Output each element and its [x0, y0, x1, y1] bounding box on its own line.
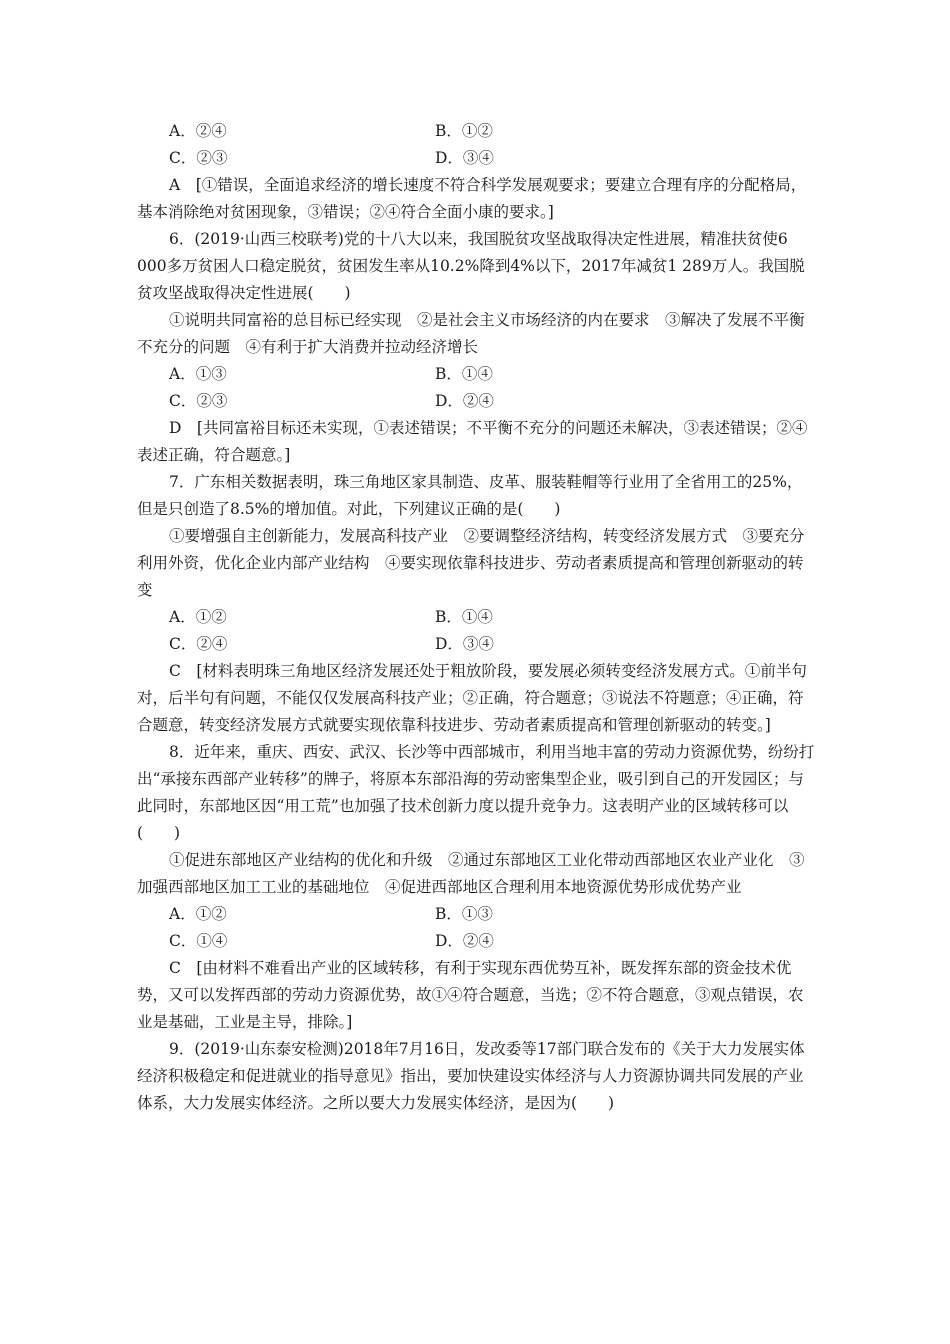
q8-options-row-2 [137, 928, 817, 955]
q5-options-row-1 [137, 118, 817, 145]
q7-options-row-1 [137, 604, 817, 631]
q7-options-row-2 [137, 631, 817, 658]
q7-statements: ①要增强自主创新能力，发展高科技产业 ②要调整经济结构，转变经济发展方式 ③要充分利用外资，优化企业内部产业结构 ④要实现依靠科技进步、劳动者素质提高和管理创新驱动的转变 [137, 527, 805, 599]
q7-option-c: C．②④ [169, 635, 228, 653]
q8-option-b: B．①③ [435, 905, 493, 923]
q8-option-a: A．①② [169, 905, 227, 923]
q8-statements: ①促进东部地区产业结构的优化和升级 ②通过东部地区工业化带动西部地区农业产业化 ③加强西部地区加工工业的基础地位 ④促进西部地区合理利用本地资源优势形成优势产业 [137, 851, 805, 896]
q6-answer: D [共同富裕目标还未实现，①表述错误；不平衡不充分的问题还未解决，③表述错误；②④表述正确，符合题意。] [137, 419, 808, 464]
q8-option-d: D．②④ [435, 932, 494, 950]
q5-options-row-2 [137, 145, 817, 172]
q9-stem: 9．(2019·山东泰安检测)2018年7月16日，发改委等17部门联合发布的《关于大力发展实体经济积极稳定和促进就业的指导意见》指出，要加快建设实体经济与人力资源协调共同发展的产业体系，大力发展实体经济。之所以要大力发展实体经济，是因为( ) [137, 1040, 805, 1112]
q7-stem: 7．广东相关数据表明，珠三角地区家具制造、皮革、服装鞋帽等行业用了全省用工的25%，但是只创造了8.5%的增加值。对此，下列建议正确的是( ) [137, 473, 803, 518]
q6-option-c: C．②③ [169, 392, 228, 410]
q6-option-b: B．①④ [435, 365, 493, 383]
q8-option-c: C．①④ [169, 932, 228, 950]
q7-option-a: A．①② [169, 608, 227, 626]
q7-answer: C [材料表明珠三角地区经济发展还处于粗放阶段，要发展必须转变经济发展方式。①前半句对，后半句有问题，不能仅仅发展高科技产业；②正确，符合题意；③说法不符题意；④正确，符合题意，转变经济发展方式就要实现依靠科技进步、劳动者素质提高和管理创新驱动的转变。] [137, 662, 807, 734]
q6-statements: ①说明共同富裕的总目标已经实现 ②是社会主义市场经济的内在要求 ③解决了发展不平衡不充分的问题 ④有利于扩大消费并拉动经济增长 [137, 311, 805, 356]
q8-options-row-1 [137, 901, 817, 928]
document-body [137, 118, 817, 1117]
q7-option-b: B．①④ [435, 608, 493, 626]
q7-option-d: D．③④ [435, 635, 494, 653]
q8-answer: C [由材料不难看出产业的区域转移，有利于实现东西优势互补，既发挥东部的资金技术优势，又可以发挥西部的劳动力资源优势，故①④符合题意，当选；②不符合题意，③观点错误，农业是基础，工业是主导，排除。] [137, 959, 804, 1031]
q5-option-b: B．①② [435, 122, 493, 140]
q5-option-a: A．②④ [169, 122, 227, 140]
q6-option-d: D．②④ [435, 392, 494, 410]
q6-options-row-1 [137, 361, 817, 388]
q5-option-d: D．③④ [435, 149, 494, 167]
q6-stem: 6．(2019·山西三校联考)党的十八大以来，我国脱贫攻坚战取得决定性进展，精准扶贫使6 000多万贫困人口稳定脱贫，贫困发生率从10.2%降到4%以下，2017年减贫1 289万人。我国脱贫攻坚战取得决定性进展( ) [137, 230, 805, 302]
q6-options-row-2 [137, 388, 817, 415]
q5-answer: A [①错误，全面追求经济的增长速度不符合科学发展观要求；要建立合理有序的分配格局，基本消除绝对贫困现象，③错误；②④符合全面小康的要求。] [137, 176, 807, 221]
q5-option-c: C．②③ [169, 149, 228, 167]
q8-stem: 8．近年来，重庆、西安、武汉、长沙等中西部城市，利用当地丰富的劳动力资源优势，纷纷打出“承接东西部产业转移”的牌子，将原本东部沿海的劳动密集型企业，吸引到自己的开发园区；与此同时，东部地区因“用工荒”也加强了技术创新力度以提升竞争力。这表明产业的区域转移可以( ) [137, 743, 815, 842]
q6-option-a: A．①③ [169, 365, 227, 383]
